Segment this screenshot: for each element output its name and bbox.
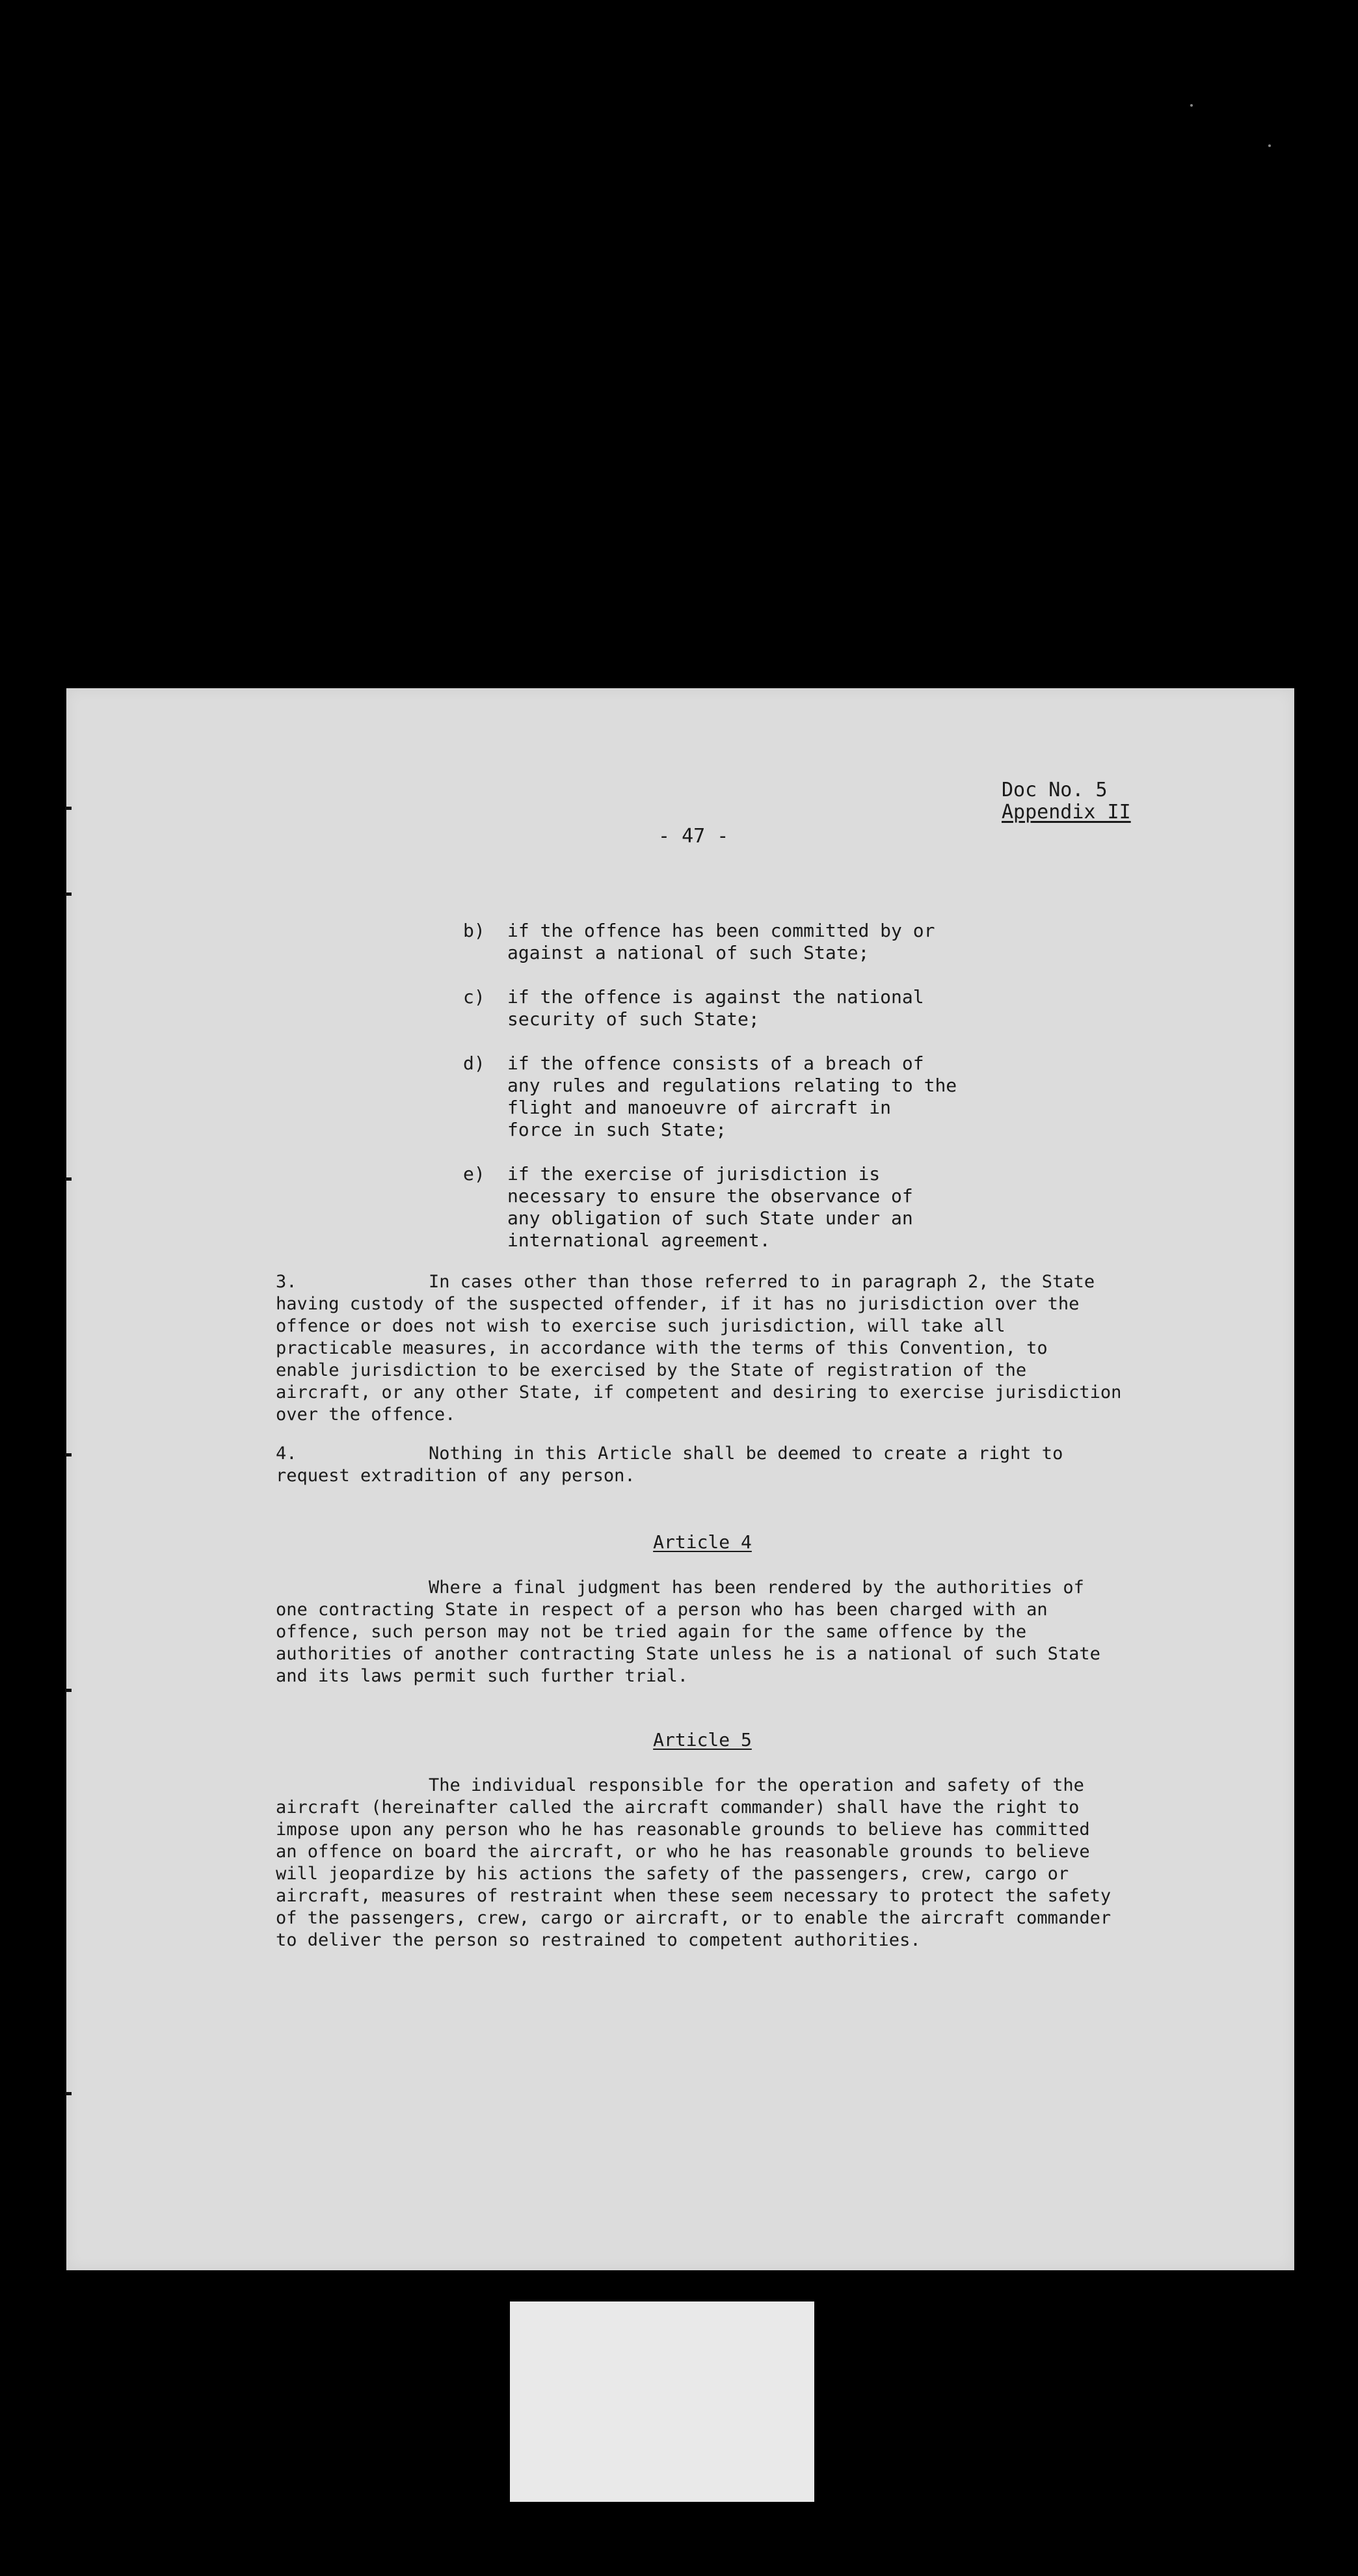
doc-number: Doc No. 5 — [1002, 779, 1108, 801]
document-page — [66, 688, 1294, 2270]
subitem-label: e) — [463, 1163, 485, 1185]
article-4-heading: Article 4 — [653, 1531, 752, 1553]
margin-mark — [65, 892, 72, 896]
margin-mark — [65, 2092, 72, 2095]
subitem-e — [463, 1163, 1048, 1252]
article-5-heading: Article 5 — [653, 1729, 752, 1751]
margin-mark — [65, 1689, 72, 1692]
subitem-text: if the exercise of jurisdiction is necessary to ensure the observance of any obligation of such State under an international agreement. — [507, 1163, 913, 1251]
margin-mark — [65, 1177, 72, 1181]
subitem-b — [463, 920, 1048, 964]
subitem-text: if the offence consists of a breach of any rules and regulations relating to the flight and manoeuvre of aircraft in force in such State; — [507, 1053, 957, 1140]
subitem-text: if the offence has been committed by or against a national of such State; — [507, 920, 935, 963]
article-5-text — [276, 1775, 1206, 1952]
scan-speck — [1190, 104, 1193, 107]
subitem-label: c) — [463, 986, 485, 1008]
page-number: - 47 - — [658, 825, 729, 848]
subitem-label: d) — [463, 1053, 485, 1074]
paragraph-text: Nothing in this Article shall be deemed to create a right to request extradition of any person. — [276, 1443, 1063, 1486]
subitem-c — [463, 986, 1048, 1030]
paragraph-number: 3. — [276, 1272, 297, 1292]
subitem-text: if the offence is against the national security of such State; — [507, 986, 924, 1030]
article-4-body: Where a final judgment has been rendered by the authorities of one contracting State in respect of a person who has been charged with an offence, such person may not be tried again for the same offence by the authorities of another contracting State unless he is a national of such State and its laws permit such further trial. — [276, 1577, 1100, 1686]
margin-mark — [65, 807, 72, 810]
paragraph-3 — [276, 1271, 1206, 1426]
appendix-label: Appendix II — [1002, 801, 1131, 824]
margin-mark — [65, 1453, 72, 1456]
paragraph-text: In cases other than those referred to in paragraph 2, the State having custody of the suspected offender, if it has no jurisdiction over the offence or does not wish to exercise such jurisdiction, will take all practicable measures, in accordance with the terms of this Convention, to enable jurisdiction to be exercised by the State of registration of the aircraft, or any other State, if competent and desiring to exercise jurisdiction over the offence. — [276, 1272, 1122, 1425]
article-5-body: The individual responsible for the operation and safety of the aircraft (hereinafter called the aircraft commander) shall have the right to impose upon any person who he has reasonable grounds to believe has committed an offence on board the aircraft, or who he has reasonable grounds to believe will jeopardize by his actions the safety of the passengers, crew, cargo or aircraft, measures of restraint when these seem necessary to protect the safety of the passengers, crew, cargo or aircraft, or to enable the aircraft commander to deliver the person so restrained to competent authorities. — [276, 1775, 1112, 1950]
subitem-list — [463, 920, 1048, 1274]
paragraph-number: 4. — [276, 1443, 297, 1464]
paragraph-4 — [276, 1443, 1206, 1487]
backing-card — [510, 2301, 814, 2502]
subitem-d — [463, 1053, 1048, 1141]
scan-speck — [1268, 144, 1271, 147]
subitem-label: b) — [463, 920, 485, 941]
document-reference — [1002, 779, 1131, 824]
article-4-text — [276, 1577, 1206, 1687]
